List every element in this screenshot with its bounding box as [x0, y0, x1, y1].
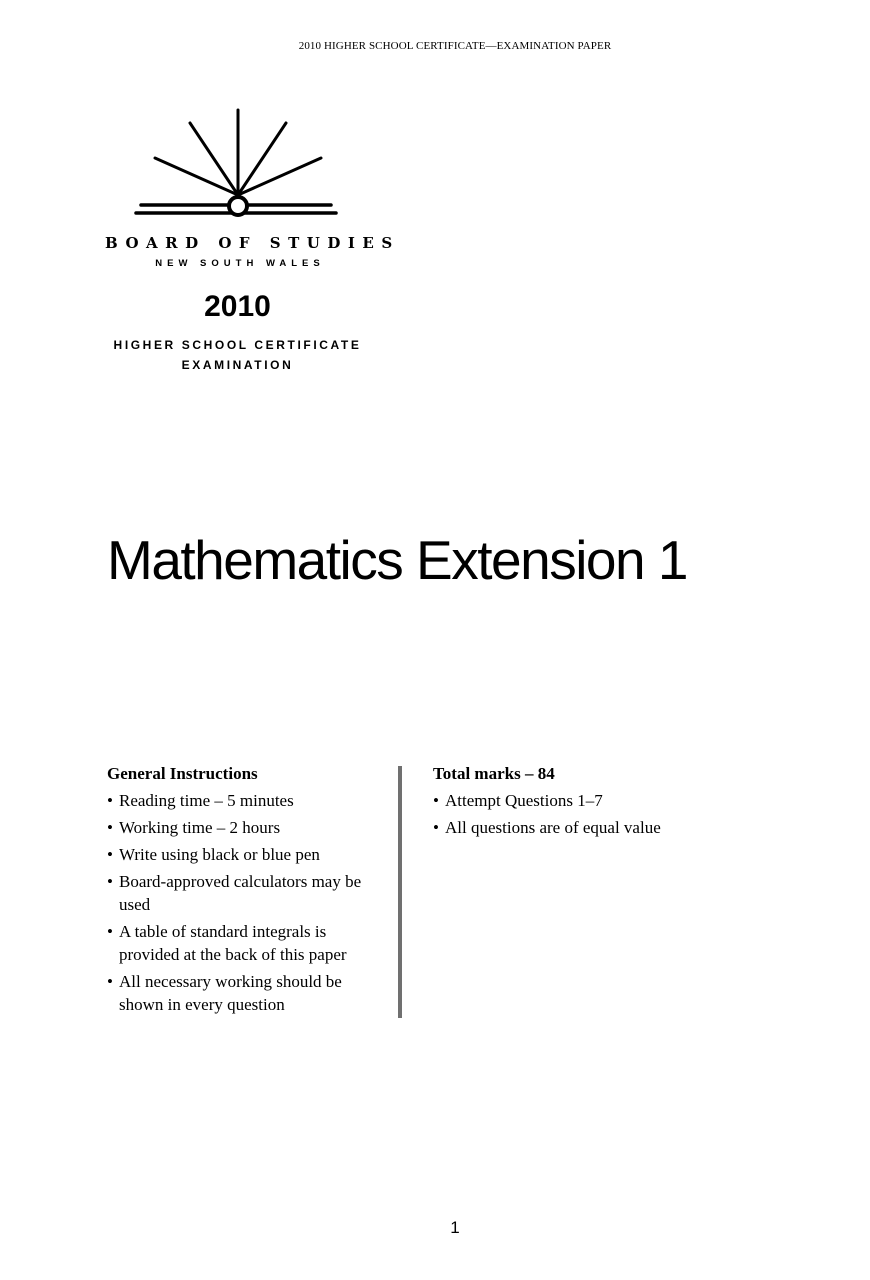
exam-name: [105, 335, 370, 375]
instruction-item: • All necessary working should be shown in every question: [107, 970, 382, 1016]
exam-name-line-2: EXAMINATION: [181, 358, 294, 372]
sunburst-book-icon: [133, 105, 338, 220]
running-head: 2010 HIGHER SCHOOL CERTIFICATE—EXAMINATION PAPER: [298, 40, 612, 52]
board-logo: [105, 105, 400, 269]
general-instructions: [107, 762, 382, 1020]
page-number: 1: [450, 1218, 460, 1237]
instruction-item: • Working time – 2 hours: [107, 816, 382, 839]
column-divider: [398, 766, 402, 1018]
marks-item: • Attempt Questions 1–7: [433, 789, 733, 812]
instruction-item: • Write using black or blue pen: [107, 843, 382, 866]
board-subtitle: NEW SOUTH WALES: [155, 258, 325, 269]
board-name: BOARD OF STUDIES: [105, 234, 400, 252]
instruction-item: • Reading time – 5 minutes: [107, 789, 382, 812]
total-marks-list: [433, 789, 733, 839]
total-marks: [433, 762, 733, 843]
general-instructions-list: [107, 789, 382, 1016]
total-marks-heading: Total marks – 84: [433, 764, 555, 783]
instruction-item: • Board-approved calculators may be used: [107, 870, 382, 916]
paper-title: Mathematics Extension 1: [107, 529, 687, 591]
marks-item: • All questions are of equal value: [433, 816, 733, 839]
instruction-item: • A table of standard integrals is provided at the back of this paper: [107, 920, 382, 966]
exam-name-line-1: HIGHER SCHOOL CERTIFICATE: [113, 338, 362, 352]
exam-year: 2010: [204, 290, 271, 323]
general-instructions-heading: General Instructions: [107, 764, 258, 783]
